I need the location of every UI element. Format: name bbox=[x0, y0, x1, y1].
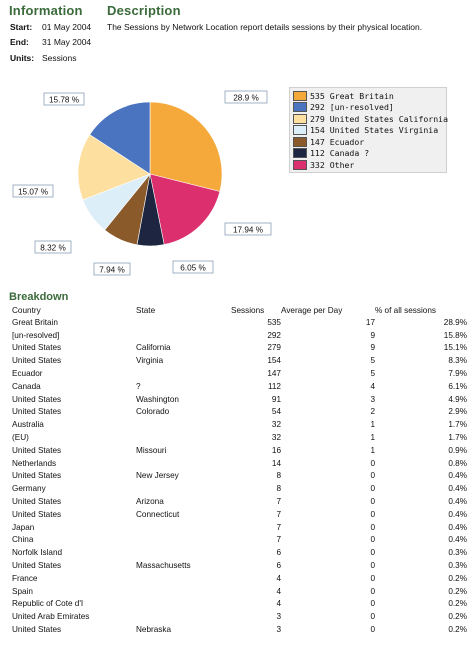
information-heading: Information bbox=[9, 3, 83, 18]
cell-sessions: 147 bbox=[267, 369, 281, 379]
cell-state: Washington bbox=[136, 394, 179, 404]
cell-country: United States bbox=[12, 561, 62, 571]
legend-item bbox=[293, 102, 443, 114]
report-description: The Sessions by Network Location report details sessions by their physical location. bbox=[107, 22, 423, 32]
cell-percent: 15.8% bbox=[443, 330, 467, 340]
cell-average: 1 bbox=[370, 420, 375, 430]
cell-sessions: 7 bbox=[276, 509, 281, 519]
cell-sessions: 7 bbox=[276, 497, 281, 507]
cell-average: 0 bbox=[370, 612, 375, 622]
cell-percent: 0.4% bbox=[448, 484, 467, 494]
cell-average: 3 bbox=[370, 394, 375, 404]
table-row bbox=[9, 534, 467, 547]
end-label: End: bbox=[10, 37, 29, 47]
cell-state: ? bbox=[136, 381, 141, 391]
cell-country: France bbox=[12, 573, 38, 583]
legend-swatch bbox=[293, 148, 307, 158]
cell-country: Australia bbox=[12, 420, 44, 430]
legend-item bbox=[293, 125, 443, 137]
cell-percent: 7.9% bbox=[448, 369, 467, 379]
cell-percent: 0.4% bbox=[448, 522, 467, 532]
cell-average: 1 bbox=[370, 433, 375, 443]
cell-sessions: 279 bbox=[267, 343, 281, 353]
legend-swatch bbox=[293, 137, 307, 147]
breakdown-heading: Breakdown bbox=[9, 291, 69, 303]
cell-percent: 2.9% bbox=[448, 407, 467, 417]
slice-label-text: 7.94 % bbox=[99, 265, 125, 275]
cell-average: 0 bbox=[370, 522, 375, 532]
chart-legend bbox=[289, 87, 447, 173]
cell-average: 9 bbox=[370, 343, 375, 353]
cell-state bbox=[136, 610, 231, 623]
cell-sessions: 6 bbox=[276, 561, 281, 571]
cell-sessions: 8 bbox=[276, 471, 281, 481]
cell-sessions: 32 bbox=[271, 433, 281, 443]
cell-percent: 4.9% bbox=[448, 394, 467, 404]
table-row bbox=[9, 623, 467, 636]
legend-item bbox=[293, 136, 443, 148]
col-header-state: State bbox=[136, 306, 156, 315]
cell-state bbox=[136, 585, 231, 598]
cell-sessions: 91 bbox=[271, 394, 281, 404]
end-value: 31 May 2004 bbox=[42, 37, 92, 47]
cell-country: [un-resolved] bbox=[12, 330, 60, 340]
end-row bbox=[10, 37, 91, 47]
cell-average: 0 bbox=[370, 548, 375, 558]
table-row bbox=[9, 380, 467, 393]
cell-state bbox=[136, 482, 231, 495]
slice-label-text: 8.32 % bbox=[40, 243, 66, 253]
legend-label: 112 Canada ? bbox=[310, 148, 370, 159]
cell-average: 0 bbox=[370, 599, 375, 609]
table-row bbox=[9, 431, 467, 444]
units-value: Sessions bbox=[42, 53, 77, 63]
cell-average: 4 bbox=[370, 381, 375, 391]
cell-state bbox=[136, 572, 231, 585]
table-row bbox=[9, 354, 467, 367]
table-row bbox=[9, 316, 467, 329]
slice-percent-label bbox=[13, 185, 53, 197]
cell-state bbox=[136, 316, 231, 329]
cell-sessions: 3 bbox=[276, 612, 281, 622]
cell-percent: 0.9% bbox=[448, 445, 467, 455]
col-header-percent: % of all sessions bbox=[375, 306, 436, 315]
cell-sessions: 3 bbox=[276, 625, 281, 635]
cell-percent: 0.2% bbox=[448, 586, 467, 596]
cell-average: 17 bbox=[365, 317, 375, 327]
table-row bbox=[9, 508, 467, 521]
cell-sessions: 7 bbox=[276, 535, 281, 545]
units-row bbox=[10, 53, 77, 63]
table-row bbox=[9, 470, 467, 483]
table-row bbox=[9, 406, 467, 419]
cell-average: 5 bbox=[370, 369, 375, 379]
col-header-average: Average per Day bbox=[281, 306, 343, 315]
cell-country: Republic of Cote d'I bbox=[12, 599, 84, 609]
cell-percent: 8.3% bbox=[448, 356, 467, 366]
cell-percent: 0.4% bbox=[448, 497, 467, 507]
cell-percent: 0.4% bbox=[448, 535, 467, 545]
table-row bbox=[9, 610, 467, 623]
col-header-country: Country bbox=[12, 306, 41, 315]
units-label: Units: bbox=[10, 53, 35, 63]
cell-country: United States bbox=[12, 445, 62, 455]
cell-sessions: 32 bbox=[271, 420, 281, 430]
cell-country: Spain bbox=[12, 586, 33, 596]
cell-percent: 15.1% bbox=[443, 343, 467, 353]
slice-percent-label bbox=[225, 223, 271, 235]
cell-country: United Arab Emirates bbox=[12, 612, 90, 622]
cell-sessions: 4 bbox=[276, 586, 281, 596]
cell-state bbox=[136, 546, 231, 559]
cell-average: 1 bbox=[370, 445, 375, 455]
table-row bbox=[9, 393, 467, 406]
slice-label-text: 15.07 % bbox=[17, 187, 49, 197]
cell-average: 0 bbox=[370, 497, 375, 507]
table-row bbox=[9, 546, 467, 559]
breakdown-table bbox=[9, 305, 467, 636]
cell-state bbox=[136, 329, 231, 342]
table-row bbox=[9, 495, 467, 508]
cell-sessions: 16 bbox=[271, 445, 281, 455]
slice-label-text: 15.78 % bbox=[48, 95, 80, 105]
legend-item bbox=[293, 159, 443, 171]
cell-country: United States bbox=[12, 394, 62, 404]
cell-percent: 0.4% bbox=[448, 471, 467, 481]
legend-label: 279 United States California bbox=[310, 113, 449, 124]
cell-average: 0 bbox=[370, 586, 375, 596]
cell-sessions: 4 bbox=[276, 573, 281, 583]
cell-state: Virginia bbox=[136, 356, 164, 366]
legend-item bbox=[293, 90, 443, 102]
slice-label-text: 17.94 % bbox=[232, 225, 264, 235]
cell-sessions: 292 bbox=[267, 330, 281, 340]
slice-percent-label bbox=[35, 241, 71, 253]
cell-average: 2 bbox=[370, 407, 375, 417]
cell-average: 0 bbox=[370, 509, 375, 519]
table-header-row bbox=[9, 305, 467, 316]
cell-sessions: 154 bbox=[267, 356, 281, 366]
table-row bbox=[9, 329, 467, 342]
cell-sessions: 535 bbox=[267, 317, 281, 327]
description-heading: Description bbox=[107, 3, 181, 18]
cell-average: 0 bbox=[370, 484, 375, 494]
cell-country: United States bbox=[12, 509, 62, 519]
legend-item bbox=[293, 148, 443, 160]
cell-country: United States bbox=[12, 343, 62, 353]
cell-average: 0 bbox=[370, 573, 375, 583]
cell-state: Nebraska bbox=[136, 625, 172, 635]
cell-average: 0 bbox=[370, 625, 375, 635]
cell-percent: 0.3% bbox=[448, 548, 467, 558]
legend-swatch bbox=[293, 114, 307, 124]
cell-state bbox=[136, 534, 231, 547]
slice-label-text: 6.05 % bbox=[180, 263, 206, 273]
table-row bbox=[9, 482, 467, 495]
cell-percent: 0.2% bbox=[448, 625, 467, 635]
cell-sessions: 14 bbox=[271, 458, 281, 468]
cell-average: 0 bbox=[370, 471, 375, 481]
cell-percent: 0.4% bbox=[448, 509, 467, 519]
cell-percent: 6.1% bbox=[448, 381, 467, 391]
table-row bbox=[9, 598, 467, 611]
cell-state: Missouri bbox=[136, 445, 167, 455]
cell-country: Great Britain bbox=[12, 317, 58, 327]
table-row bbox=[9, 444, 467, 457]
slice-percent-label bbox=[44, 93, 84, 105]
table-row bbox=[9, 521, 467, 534]
cell-country: Germany bbox=[12, 484, 46, 494]
legend-swatch bbox=[293, 102, 307, 112]
table-row bbox=[9, 572, 467, 585]
cell-country: Norfolk Island bbox=[12, 548, 63, 558]
slice-percent-label bbox=[173, 261, 213, 273]
table-row bbox=[9, 367, 467, 380]
cell-sessions: 8 bbox=[276, 484, 281, 494]
cell-country: Canada bbox=[12, 381, 41, 391]
cell-state: Arizona bbox=[136, 497, 164, 507]
table-row bbox=[9, 418, 467, 431]
cell-percent: 28.9% bbox=[443, 317, 467, 327]
legend-label: 147 Ecuador bbox=[310, 136, 365, 147]
cell-percent: 1.7% bbox=[448, 433, 467, 443]
cell-percent: 0.2% bbox=[448, 573, 467, 583]
cell-country: (EU) bbox=[12, 433, 29, 443]
cell-average: 0 bbox=[370, 561, 375, 571]
cell-state: New Jersey bbox=[136, 471, 179, 481]
cell-percent: 1.7% bbox=[448, 420, 467, 430]
cell-country: United States bbox=[12, 356, 62, 366]
start-row bbox=[10, 22, 91, 32]
cell-average: 0 bbox=[370, 458, 375, 468]
cell-state: Massachusetts bbox=[136, 561, 191, 571]
cell-state bbox=[136, 521, 231, 534]
legend-label: 332 Other bbox=[310, 159, 355, 170]
cell-sessions: 4 bbox=[276, 599, 281, 609]
legend-swatch bbox=[293, 125, 307, 135]
table-row bbox=[9, 559, 467, 572]
legend-swatch bbox=[293, 160, 307, 170]
cell-percent: 0.2% bbox=[448, 612, 467, 622]
cell-state bbox=[136, 367, 231, 380]
cell-country: Netherlands bbox=[12, 458, 57, 468]
cell-sessions: 112 bbox=[267, 381, 281, 391]
col-header-sessions: Sessions bbox=[231, 306, 265, 315]
legend-label: 292 [un-resolved] bbox=[310, 102, 394, 113]
legend-item bbox=[293, 113, 449, 125]
cell-average: 9 bbox=[370, 330, 375, 340]
cell-sessions: 54 bbox=[271, 407, 281, 417]
table-row bbox=[9, 585, 467, 598]
cell-percent: 0.8% bbox=[448, 458, 467, 468]
cell-state bbox=[136, 598, 231, 611]
slice-percent-label bbox=[94, 263, 130, 275]
cell-average: 0 bbox=[370, 535, 375, 545]
start-label: Start: bbox=[10, 22, 33, 32]
cell-sessions: 7 bbox=[276, 522, 281, 532]
cell-country: Japan bbox=[12, 522, 35, 532]
cell-country: United States bbox=[12, 407, 62, 417]
table-row bbox=[9, 342, 467, 355]
cell-state: Colorado bbox=[136, 407, 170, 417]
cell-sessions: 6 bbox=[276, 548, 281, 558]
slice-percent-label bbox=[225, 91, 267, 103]
cell-state: California bbox=[136, 343, 171, 353]
cell-percent: 0.2% bbox=[448, 599, 467, 609]
cell-country: Ecuador bbox=[12, 369, 43, 379]
cell-country: United States bbox=[12, 471, 62, 481]
slice-label-text: 28.9 % bbox=[233, 93, 259, 103]
start-value: 01 May 2004 bbox=[42, 22, 92, 32]
legend-label: 535 Great Britain bbox=[310, 90, 394, 101]
cell-state bbox=[136, 418, 231, 431]
cell-percent: 0.3% bbox=[448, 561, 467, 571]
cell-state bbox=[136, 457, 231, 470]
table-row bbox=[9, 457, 467, 470]
cell-country: United States bbox=[12, 497, 62, 507]
cell-country: United States bbox=[12, 625, 62, 635]
cell-state bbox=[136, 431, 231, 444]
legend-label: 154 United States Virginia bbox=[310, 125, 439, 136]
cell-country: China bbox=[12, 535, 34, 545]
cell-state: Connecticut bbox=[136, 509, 180, 519]
cell-average: 5 bbox=[370, 356, 375, 366]
legend-swatch bbox=[293, 91, 307, 101]
